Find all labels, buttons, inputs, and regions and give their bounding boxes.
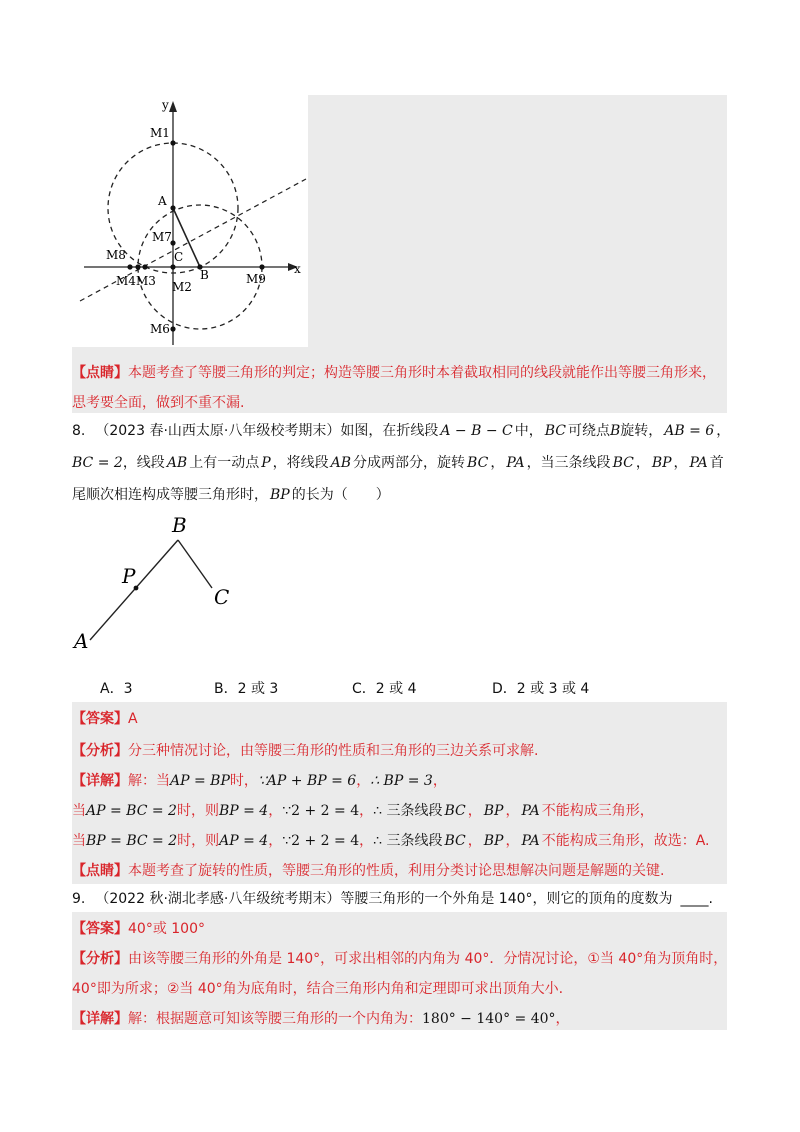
q8-detail-math: ∵2 + 2 = 4: [282, 803, 360, 819]
q8-stem-line2: [72, 452, 732, 474]
fig1-label-m2: M2: [172, 280, 192, 294]
fig1-label-m9: M9: [246, 272, 266, 286]
q8-detail-line1: [72, 770, 732, 792]
q8-detail-math: BC: [444, 803, 466, 819]
q8-detail-text: 当: [72, 833, 86, 849]
fig1-label-x: x: [294, 262, 301, 276]
q9-stem: [72, 888, 732, 910]
q9-answer-tag: 【答案】: [72, 921, 128, 937]
q9-answer-value: 40°或 100°: [128, 921, 205, 937]
option-b: B．2 或 3: [214, 681, 279, 697]
q8-detail-text: ，: [432, 773, 447, 789]
option-d: D．2 或 3 或 4: [492, 681, 590, 697]
q8-detail-math: BC: [444, 833, 466, 849]
q8-detail-text: ，: [359, 833, 374, 849]
q8-math: AB: [166, 455, 188, 471]
q8-detail-text: 当: [72, 803, 86, 819]
fig2-label-b: B: [172, 513, 187, 537]
q8-detail-math: AP = BP: [170, 773, 230, 789]
q7-comment-line2: [72, 392, 732, 414]
fig1-label-c: C: [174, 250, 184, 264]
q8-detail-text: ，: [268, 833, 283, 849]
q7-comment-line1: [72, 362, 732, 384]
q8-text: 中，: [514, 423, 543, 439]
q9-analysis-line1: [72, 948, 732, 970]
q8-detail-line2: [72, 800, 732, 822]
q8-math: B: [609, 423, 621, 439]
q8-math: P: [261, 455, 271, 471]
q8-detail-text: ，: [268, 803, 283, 819]
q9-detail: [72, 1008, 732, 1030]
q8-text: 分成两部分，旋转: [353, 455, 466, 471]
q9-detail-text: ，: [555, 1011, 570, 1027]
q8-math: PA: [506, 455, 525, 471]
q8-detail-math: BP = 4: [218, 803, 269, 819]
option-c: C．2 或 4: [352, 681, 417, 697]
q8-math: A − B − C: [440, 423, 513, 439]
q9-detail-tag: 【详解】: [72, 1011, 128, 1027]
q8-analysis-tag: 【分析】: [72, 743, 128, 759]
option-a: A．3: [100, 681, 133, 697]
q8-answer-tag: 【答案】: [72, 711, 128, 727]
q8-detail-line3: [72, 830, 732, 852]
q8-text: 可绕点: [567, 423, 610, 439]
q8-detail-math: BP: [483, 833, 504, 849]
q9-detail-math: 180° − 140° = 40°: [422, 1011, 556, 1027]
fig1-label-m3: M3: [136, 274, 156, 288]
q9-blank: ____.: [680, 891, 713, 907]
q9-stem-text: 等腰三角形的一个外角是 140°，则它的顶角的度数为: [340, 891, 673, 907]
q8-detail-text: ，: [356, 773, 371, 789]
fig1-label-m8: M8: [106, 248, 126, 262]
q8-detail-math: BP: [483, 803, 504, 819]
q8-detail-math: ∵2 + 2 = 4: [282, 833, 360, 849]
q8-text: ，: [490, 455, 505, 471]
q8-detail-tag: 【详解】: [72, 773, 128, 789]
q8-detail-text: 解：当: [128, 773, 170, 789]
q8-math: BC: [467, 455, 489, 471]
fig1-label-m6: M6: [150, 322, 170, 336]
q8-math: BP: [651, 455, 672, 471]
q7-comment-tag: 【点睛】: [72, 365, 128, 381]
q8-text: ，将线段: [272, 455, 329, 471]
q8-detail-text: 时，: [229, 773, 258, 789]
q8-text: ，: [673, 455, 688, 471]
q8-text: 的长为（ ）: [291, 487, 390, 503]
q8-text: ，线段: [122, 455, 165, 471]
q8-detail-text: ，: [359, 803, 374, 819]
q8-detail-text: 时，则: [177, 833, 220, 849]
q9-analysis-tag: 【分析】: [72, 951, 128, 967]
figure-polyline-abc: [70, 512, 240, 654]
q8-detail-text: ，: [467, 833, 482, 849]
q9-number: 9.: [72, 891, 86, 907]
q8-comment-tag: 【点睛】: [72, 863, 128, 879]
q8-math: BC: [544, 423, 566, 439]
q8-detail-text: 不能构成三角形，: [541, 803, 654, 819]
q8-detail-math: PA: [521, 803, 540, 819]
q8-detail-math: ∴ 三条线段: [373, 833, 443, 849]
fig1-label-m7: M7: [152, 230, 172, 244]
fig1-label-y: y: [162, 98, 169, 112]
fig2-label-c: C: [214, 585, 230, 609]
q8-detail-text: ，: [467, 803, 482, 819]
q8-source: （2023 春·山西太原·八年级校考期末）: [95, 423, 341, 439]
q8-math: BC: [612, 455, 634, 471]
q8-number: 8.: [72, 423, 86, 439]
q8-math: BP: [270, 487, 290, 503]
fig1-label-m4: M4: [116, 274, 136, 288]
q8-analysis: [72, 740, 732, 762]
q8-text: 上有一动点: [189, 455, 260, 471]
q8-detail-math: BP = BC = 2: [86, 833, 178, 849]
q8-detail-math: ∴ 三条线段: [373, 803, 443, 819]
q8-text: ，: [716, 423, 731, 439]
fig2-label-a: A: [74, 629, 89, 653]
q8-detail-math: PA: [521, 833, 540, 849]
q8-math: AB = 6: [664, 423, 715, 439]
q9-analysis-text1: 由该等腰三角形的外角是 140°，可求出相邻的内角为 40°．分情况讨论，①当 40°角为顶角时，: [128, 951, 728, 967]
q8-comment-text: 本题考查了旋转的性质，等腰三角形的性质，利用分类讨论思想解决问题是解题的关键.: [128, 863, 665, 879]
q8-detail-math: AP = BC = 2: [86, 803, 177, 819]
q8-detail-text: ，: [505, 833, 520, 849]
fig1-label-a: A: [158, 194, 167, 208]
q8-stem-line3: [72, 484, 732, 506]
q8-math: BC = 2: [72, 455, 123, 471]
q7-comment-text2: 思考要全面，做到不重不漏.: [72, 395, 245, 411]
q9-analysis-text2: 40°即为所求；②当 40°角为底角时，结合三角形内角和定理即可求出顶角大小.: [72, 981, 564, 997]
q8-answer-value: A: [128, 711, 138, 727]
q8-detail-text: 不能构成三角形，故选：A.: [541, 833, 710, 849]
q8-math: AB: [330, 455, 352, 471]
q9-detail-text: 解：根据题意可知该等腰三角形的一个内角为：: [128, 1011, 422, 1027]
q8-text: ，: [635, 455, 650, 471]
q8-math: PA: [689, 455, 708, 471]
q8-detail-text: 时，则: [176, 803, 219, 819]
q9-source: （2022 秋·湖北孝感·八年级统考期末）: [95, 891, 341, 907]
q7-comment-text1: 本题考查了等腰三角形的判定；构造等腰三角形时本着截取相同的线段就能作出等腰三角形来，: [128, 365, 716, 381]
q9-answer: [72, 918, 732, 940]
q8-text: 旋转，: [620, 423, 663, 439]
q8-answer: [72, 708, 732, 730]
q8-analysis-text: 分三种情况讨论，由等腰三角形的性质和三角形的三边关系可求解.: [128, 743, 539, 759]
q8-detail-math: AP = 4: [219, 833, 269, 849]
q8-text: 尾顺次相连构成等腰三角形时，: [72, 487, 268, 503]
q8-detail-math: ∴ BP = 3: [370, 773, 433, 789]
q8-text: 如图，在折线段: [340, 423, 439, 439]
q8-text: 首: [709, 455, 724, 471]
figure-coordinate-circles: [72, 95, 308, 347]
fig1-label-m1: M1: [150, 126, 170, 140]
q8-comment: [72, 860, 732, 882]
fig2-label-p: P: [122, 564, 136, 588]
q9-analysis-line2: [72, 978, 732, 1000]
q8-text: ，当三条线段: [526, 455, 611, 471]
q8-detail-text: ，: [505, 803, 520, 819]
q8-detail-math: ∵AP + BP = 6: [257, 773, 357, 789]
q8-stem-line1: [72, 420, 732, 442]
fig1-label-b: B: [200, 268, 209, 282]
